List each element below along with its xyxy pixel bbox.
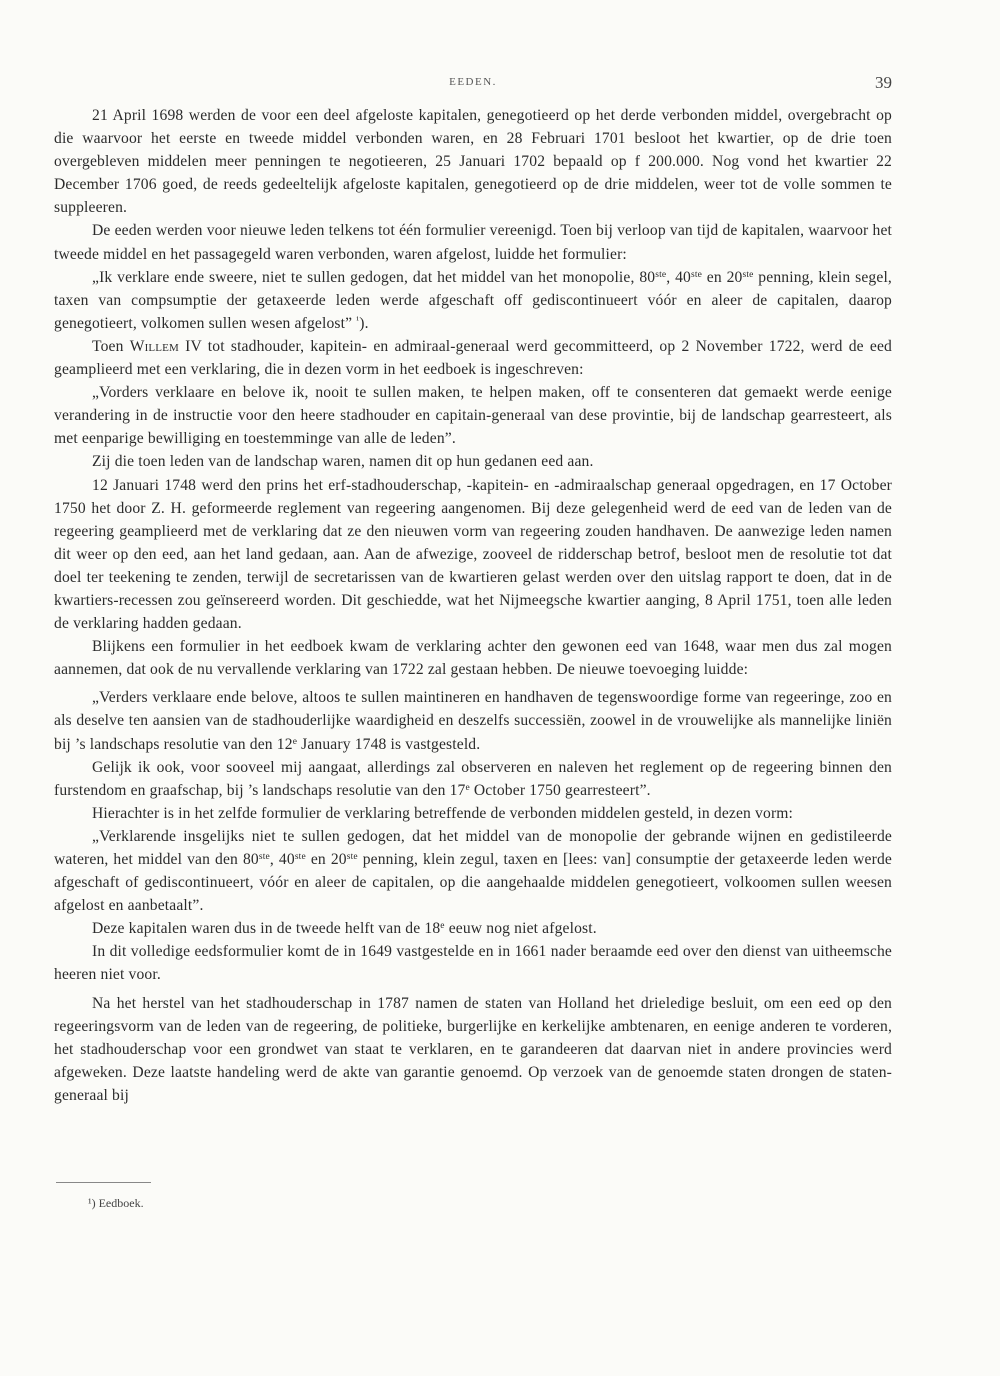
body-text xyxy=(54,104,892,1107)
superscript: ste xyxy=(690,269,702,280)
text-run: penning, klein zegul, taxen en [lees: van] consumptie der getaxeerde leden werde afgeschaft of gediscontinueert, vóór en aleer de capitalen, op die aangehaalde middelen genegotieert, volkoomen sullen weesen afgelost en aanbetaalt”. xyxy=(54,851,892,915)
superscript: e xyxy=(465,782,470,793)
page-number: 39 xyxy=(875,73,892,92)
paragraph-7: 12 Januari 1748 werd den prins het erf-stadhouderschap, -kapitein- en -admiraalschap generaal opgedragen, en 17 October 1750 het door Z. H. geformeerde reglement van regeering aangenomen. Bij deze gelegenheid werd de eed van de leden van de regeering geamplieerd met de verklaring dat ze den nieuwen vorm van regeering zouden handhaven. De aanwezige leden namen dit weer op den eed, aan het land gedaan, aan. Aan de afwezige, zooveel de ridderschap betrof, besloot men de resolutie tot dat doel ter teekening te zenden, terwijl de secretarissen van de kwartieren gelast werden over den uitslag rapport te doen, dat in de kwartiers-recessen zou geïnsereerd worden. Dit geschiedde, wat het Nijmeegsche kwartier aanging, 8 April 1751, toen alle leden de verklaring hadden gedaan. xyxy=(54,476,892,633)
person-name: Willem xyxy=(129,337,179,355)
text-run: Gelijk ik ook, voor sooveel mij aangaat, allerdings zal observeren en naleven het reglement op de regeering binnen den furstendom en graafschap, bij ’s landschaps resolutie van den 17 xyxy=(54,758,892,799)
text-run: eeuw nog niet afgelost. xyxy=(444,920,597,938)
footnote-marker: ¹) xyxy=(88,1196,99,1210)
paragraph-5-quote: „Vorders verklaare en belove ik, nooit te sullen maken, te helpen maken, off te consenteren dat gemaekt werde eenige verandering in de instructie voor den heere stadhouder en capitain-generaal van dese provintie, bij de landschap gearresteert, als met eenparige bewilliging en toestemminge van alle de leden”. xyxy=(54,384,892,448)
paragraph-10-quote xyxy=(54,756,892,802)
paragraph-8: Blijkens een formulier in het eedboek kwam de verklaring achter den gewonen eed van 1648, waar men dus zal mogen aannemen, dat ook de nu vervallende verklaring van 1722 zal gestaan hebben. De nieuwe toevoeging luidde: xyxy=(54,638,892,679)
text-run: January 1748 is vastgesteld. xyxy=(297,735,481,753)
paragraph-1: 21 April 1698 werden de voor een deel afgeloste kapitalen, genegotieerd op het derde verbonden middel, overgebracht op die waarvoor het eerste en tweede middel verbonden waren, en 28 Februari 1701 besloot het kwartier, op de drie toen overgebleven middelen meer penningen te negotieeren, 25 Januari 1702 bepaald op f 200.000. Nog vond het kwartier 22 December 1706 goed, de reeds gedeeltelijk afgeloste kapitalen, genegotieerd op de drie middelen, weer tot de volle sommen te suppleeren. xyxy=(54,107,892,217)
page-header xyxy=(54,73,892,96)
text-run: Toen xyxy=(92,337,130,355)
footnote-text: Eedboek. xyxy=(98,1196,144,1210)
paragraph-14: In dit volledige eedsformulier komt de in 1649 vastgestelde en in 1661 nader beraamde eed over den dienst van uitheemsche heeren niet voor. xyxy=(54,943,892,984)
text-run: en 20 xyxy=(702,268,743,286)
superscript: e xyxy=(292,736,298,747)
paragraph-15: Na het herstel van het stadhouderschap in 1787 namen de staten van Holland het drieledige besluit, om een eed op den regeeringsvorm van de leden van de regeering, de politieke, burgerlijke en kerkelijke ambtenaren, en eenige anderen te vorderen, het stadhouderschap voor een grondwet van staat te verklaren, en te garandeeren dat daarvan niet in andere provincies werd afgeweken. Deze laatste handeling werd de akte van garantie genoemd. Op verzoek van de genoemde staten drongen de staten-generaal bij xyxy=(54,994,892,1104)
superscript: ste xyxy=(742,269,754,280)
paragraph-4 xyxy=(54,335,892,381)
paragraph-6: Zij die toen leden van de landschap waren, namen dit op hun gedanen eed aan. xyxy=(92,453,594,471)
text-run: „Verklarende insgelijks niet te sullen gedogen, dat het middel van de monopolie der gebrande wijnen en gedistileerde wateren, het middel van den 80 xyxy=(54,827,892,868)
paragraph-9-quote xyxy=(54,686,892,755)
superscript: ste xyxy=(655,269,667,280)
text-run: , 40 xyxy=(666,268,691,286)
text-run: October 1750 gearresteert”. xyxy=(469,781,651,799)
superscript: ste xyxy=(294,852,306,862)
paragraph-3-quote xyxy=(54,266,892,335)
text-run: penning, klein segel, taxen van compsumptie der getaxeerde leden werde afgeschaft off gediscontinueert vóór en aleer de capitalen, daarop genegotieert, volkomen sullen wesen afgelost” xyxy=(54,268,892,332)
text-run: „Verders verklaare ende belove, altoos te sullen maintineren en handhaven de tegenswoordige forme van regeeringe, zoo en als deselve ten aansien van de stadhouderlijke waardigheid en deszelfs successiën, zoowel in de vrouwelijke als mannelijke liniën bij ’s landschaps resolutie van den 12 xyxy=(54,689,892,753)
running-head: EEDEN. xyxy=(449,76,497,88)
text-run: en 20 xyxy=(305,851,347,868)
paragraph-12-quote xyxy=(54,825,892,917)
text-run: IV tot stadhouder, kapitein- en admiraal-generaal werd gecommitteerd, op 2 November 1722, werd de eed geamplieerd met een verklaring, die in dezen vorm in het eedboek is ingeschreven: xyxy=(54,337,892,379)
text-run: Deze kapitalen waren dus in de tweede helft van de 18 xyxy=(92,920,441,938)
paragraph-11: Hierachter is in het zelfde formulier de verklaring betreffende de verbonden middelen gesteld, in dezen vorm: xyxy=(92,804,794,822)
text-run: ). xyxy=(359,314,369,332)
superscript: e xyxy=(440,921,445,932)
paragraph-2: De eeden werden voor nieuwe leden telkens tot één formulier vereenigd. Toen bij verloop van tijd de kapitalen, waarvoor het tweede middel en het passagegeld waren verbonden, waren afgelost, luidde het formulier: xyxy=(54,222,892,263)
superscript: ste xyxy=(346,852,358,862)
footnote xyxy=(88,1196,144,1211)
footnote-divider xyxy=(56,1182,151,1183)
superscript: ste xyxy=(258,852,270,862)
text-run: „Ik verklare ende sweere, niet te sullen gedogen, dat het middel van het monopolie, 80 xyxy=(92,268,656,286)
text-run: , 40 xyxy=(269,851,295,868)
paragraph-13 xyxy=(54,917,892,940)
footnote-ref: ¹ xyxy=(356,315,360,326)
